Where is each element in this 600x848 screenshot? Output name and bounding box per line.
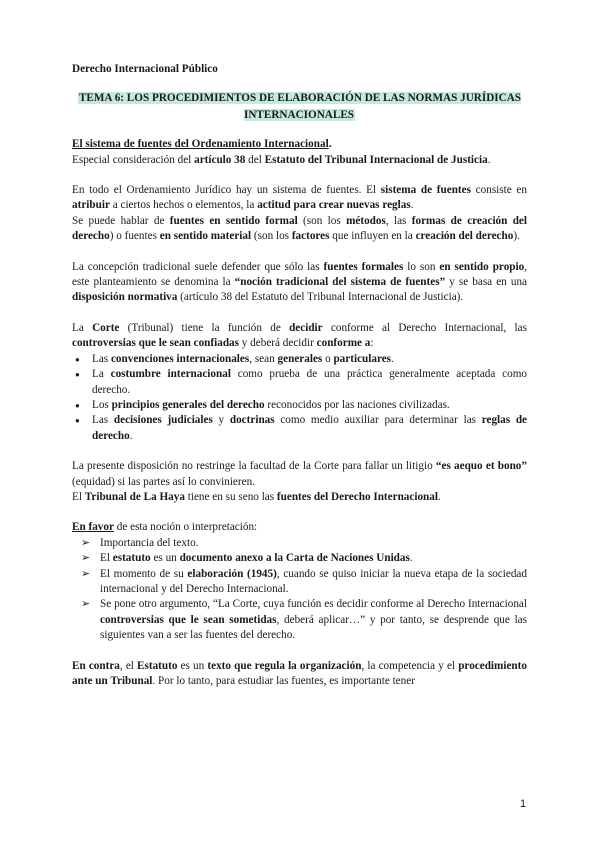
list-item bbox=[80, 567, 527, 598]
bold-text: principios generales del derecho bbox=[111, 398, 265, 411]
text: La bbox=[72, 321, 93, 334]
text: (son los bbox=[251, 230, 292, 243]
bold-text: artículo 38 bbox=[194, 153, 246, 166]
paragraph-court bbox=[72, 321, 527, 352]
text: de esta noción o interpretación: bbox=[113, 521, 258, 534]
text: como medio auxiliar para determinar las bbox=[274, 414, 482, 427]
list-item bbox=[72, 367, 527, 398]
text: El bbox=[72, 490, 85, 503]
paragraph-sources bbox=[72, 183, 527, 245]
bold-text: disposición normativa bbox=[72, 291, 178, 304]
bold-text: creación del derecho bbox=[415, 230, 514, 243]
bold-text: Tribunal de La Haya bbox=[84, 490, 185, 503]
text: . bbox=[129, 429, 133, 442]
bold-text: estatuto bbox=[112, 552, 151, 565]
text: Los bbox=[92, 398, 112, 411]
text: Se puede hablar de bbox=[72, 214, 170, 227]
bold-text: Corte bbox=[92, 321, 120, 334]
text: Las bbox=[92, 352, 111, 365]
text: En todo el Ordenamiento Jurídico hay un sistema de fuentes. El bbox=[72, 184, 381, 197]
bold-text: atribuir bbox=[72, 199, 110, 212]
sources-list bbox=[72, 352, 527, 444]
bold-text: doctrinas bbox=[229, 414, 275, 427]
text: (equidad) si las partes así lo convinieren. bbox=[72, 475, 255, 488]
text: Las bbox=[92, 414, 114, 427]
bold-text: sistema de fuentes bbox=[380, 184, 471, 197]
bold-text: “es aequo et bono” bbox=[435, 460, 527, 473]
text: . bbox=[487, 153, 491, 166]
text: es un bbox=[177, 659, 208, 672]
bold-text: formas de creación del derecho bbox=[72, 214, 528, 243]
text: , las bbox=[385, 214, 412, 227]
chapter-title: TEMA 6: LOS PROCEDIMIENTOS DE ELABORACIÓN DE LAS NORMAS JURÍDICAS INTERNACIONALES bbox=[78, 92, 522, 121]
text: (artículo 38 del Estatuto del Tribunal Internacional de Justicia). bbox=[177, 291, 464, 304]
text: , cuando se quiso iniciar la nueva etapa de la sociedad internacional y del Derecho Internacional. bbox=[100, 567, 527, 595]
text: La concepción tradicional suele defender que sólo las bbox=[72, 260, 324, 273]
list-item bbox=[72, 413, 527, 444]
text: : bbox=[370, 337, 374, 350]
document-page bbox=[72, 62, 527, 704]
bold-text: documento anexo a la Carta de Naciones Unidas bbox=[179, 552, 410, 565]
title-block bbox=[72, 90, 527, 123]
text: . bbox=[437, 490, 441, 503]
bold-text: costumbre internacional bbox=[110, 368, 231, 381]
bold-text: En contra bbox=[72, 659, 120, 672]
text: y se basa en una bbox=[445, 276, 527, 289]
text: reconocidos por las naciones civilizadas. bbox=[264, 398, 450, 411]
text: Importancia del texto. bbox=[100, 536, 199, 549]
text: conforme al Derecho Internacional, las bbox=[322, 321, 527, 334]
bold-text: generales bbox=[277, 352, 323, 365]
paragraph-against bbox=[72, 659, 527, 690]
bold-text: elaboración (1945) bbox=[187, 567, 277, 580]
text: , la competencia y el bbox=[361, 659, 459, 672]
text: consiste en bbox=[470, 184, 527, 197]
bold-text: controversias que le sean sometidas bbox=[100, 613, 277, 626]
bold-text: en sentido material bbox=[159, 230, 252, 243]
text: o bbox=[322, 352, 334, 365]
text: El momento de su bbox=[100, 567, 188, 580]
text: Se pone otro argumento, “La Corte, cuya función es decidir conforme al Derecho Internacional bbox=[100, 598, 527, 611]
bold-text: decisiones judiciales bbox=[113, 414, 213, 427]
bold-text: decidir bbox=[289, 321, 323, 334]
text: y bbox=[212, 414, 230, 427]
bold-text: actitud para crear nuevas reglas bbox=[257, 199, 411, 212]
text: . Por lo tanto, para estudiar las fuentes, es importante tener bbox=[152, 675, 415, 687]
paragraph-traditional bbox=[72, 260, 527, 306]
bold-text: conforme a bbox=[316, 337, 371, 350]
text: , sean bbox=[249, 352, 278, 365]
text: Especial consideración del bbox=[72, 153, 195, 166]
paragraph-equity bbox=[72, 459, 527, 505]
text: . bbox=[409, 552, 413, 565]
section-heading-end: . bbox=[328, 138, 332, 151]
page-number: 1 bbox=[520, 798, 527, 810]
underlined-bold-text: En favor bbox=[72, 521, 114, 534]
text: , deberá aplicar…” y por tanto, se desprende que las siguientes van a ser las fuentes del derecho. bbox=[100, 613, 527, 642]
bold-text: métodos bbox=[346, 214, 386, 227]
bold-text: particulares bbox=[333, 352, 392, 365]
list-item bbox=[72, 352, 527, 367]
section-intro bbox=[72, 137, 527, 168]
text: , el bbox=[119, 659, 138, 672]
text: como prueba de una práctica generalmente aceptada como derecho. bbox=[92, 368, 527, 396]
bold-text: convenciones internacionales bbox=[110, 352, 250, 365]
bold-text: fuentes formales bbox=[323, 260, 404, 273]
text: ). bbox=[513, 230, 520, 243]
text: ) o fuentes bbox=[109, 230, 160, 243]
text: lo son bbox=[403, 260, 440, 273]
paragraph-in-favor bbox=[72, 520, 527, 535]
text: del bbox=[245, 153, 265, 166]
bold-text: “noción tradicional del sistema de fuentes” bbox=[234, 276, 446, 289]
bold-text: en sentido propio bbox=[439, 260, 525, 273]
bold-text: factores bbox=[291, 230, 330, 243]
text: que influyen en la bbox=[329, 230, 416, 243]
arguments-list bbox=[72, 536, 527, 644]
text: y deberá decidir bbox=[238, 337, 317, 350]
bold-text: Estatuto del Tribunal Internacional de Justicia bbox=[264, 153, 488, 166]
bold-text: fuentes del Derecho Internacional bbox=[276, 490, 438, 503]
list-item bbox=[72, 398, 527, 413]
text: (Tribunal) tiene la función de bbox=[119, 321, 290, 334]
list-item bbox=[80, 551, 527, 566]
list-item bbox=[80, 536, 527, 551]
text: . bbox=[410, 199, 414, 212]
bold-text: reglas de derecho bbox=[92, 414, 528, 442]
text: tiene en su seno las bbox=[184, 490, 277, 503]
text: La presente disposición no restringe la facultad de la Corte para fallar un litigio bbox=[72, 460, 436, 473]
text: , este planteamiento se denomina la bbox=[72, 260, 528, 289]
text: . bbox=[391, 352, 394, 365]
text: El bbox=[100, 552, 113, 565]
bold-text: texto que regula la organización bbox=[207, 659, 362, 672]
bold-text: fuentes en sentido formal bbox=[169, 214, 298, 227]
text: es un bbox=[150, 552, 180, 565]
text: La bbox=[92, 368, 111, 381]
bold-text: procedimiento ante un Tribunal bbox=[72, 659, 527, 687]
text: a ciertos hechos o elementos, la bbox=[109, 199, 258, 212]
document-header: Derecho Internacional Público bbox=[72, 63, 218, 75]
bold-text: Estatuto bbox=[137, 659, 178, 672]
bold-text: controversias que le sean confiadas bbox=[72, 337, 239, 350]
text: (son los bbox=[297, 214, 347, 227]
section-heading: El sistema de fuentes del Ordenamiento Internacional bbox=[72, 138, 329, 151]
list-item bbox=[80, 597, 527, 643]
